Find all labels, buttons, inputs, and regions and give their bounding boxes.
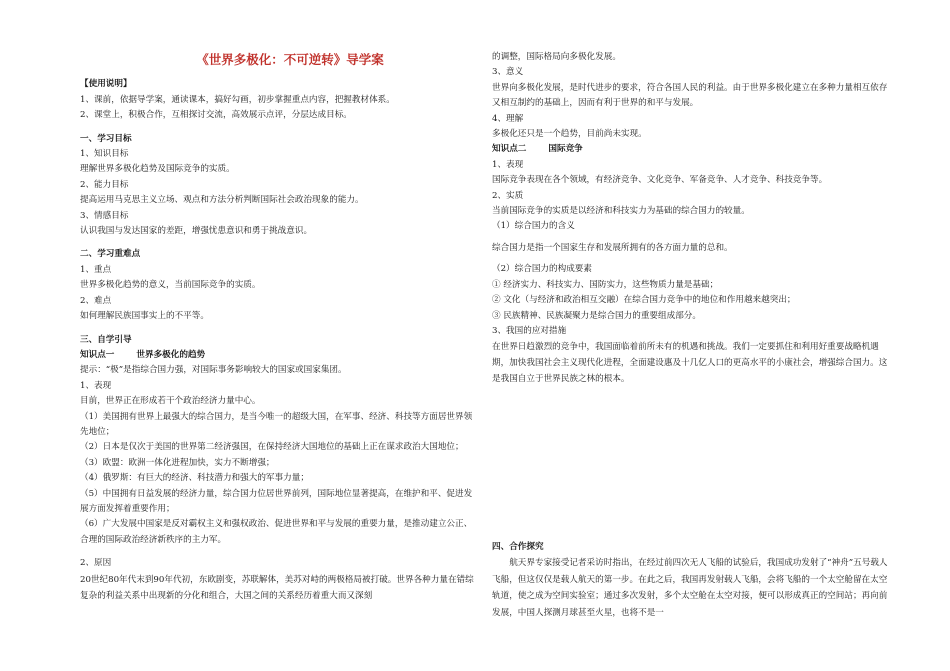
keypoint-line: 2、难点 (80, 295, 112, 306)
kp2-line: 3、我国的应对措施 (492, 325, 567, 336)
keypoint-line: 世界多极化趋势的意义，当前国际竞争的实质。 (80, 280, 261, 291)
keypoint-line: 如何理解民族国事实上的不平等。 (80, 311, 209, 322)
meaning-heading: 3、意义 (492, 67, 524, 78)
kp2-line: 2、实质 (492, 190, 524, 201)
right-column (492, 50, 888, 387)
kp2-line: ① 经济实力、科技实力、国防实力，这些物质力量是基础； (492, 279, 719, 290)
section-heading-goals: 一、学习目标 (80, 133, 132, 144)
kp1-line: （6）广大发展中国家是反对霸权主义和强权政治、促进世界和平与发展的重要力量，是推动建立公正、合理的国际政治经济新秩序的主力军。 (80, 519, 473, 545)
inquiry-text: 航天界专家接受记者采访时指出，在经过前四次无人飞船的试验后，我国成功发射了“神舟”五号载人飞船，但这仅仅是载人航天的第一步。在此之后，我国再发射载人飞船，会将飞船的一个太空舱留在太空轨道，使之成为空间实验室；通过多次发射，多个太空舱在太空对接，便可以形成真正的空间站；再向前发展，中国人探测月球甚至火星，也将不是一 (492, 558, 888, 618)
kp2-line: 1、表现 (492, 159, 524, 170)
usage-line: 2、课堂上，积极合作，互相探讨交流，高效展示点评，分层达成目标。 (80, 110, 352, 121)
left-column (80, 0, 478, 604)
kp2-line: ③ 民族精神、民族凝聚力是综合国力的重要组成部分。 (492, 310, 701, 321)
section-heading-inquiry: 四、合作探究 (492, 542, 544, 552)
understand-heading: 4、理解 (492, 113, 524, 124)
kp1-line: 目前，世界正在形成若干个政治经济力量中心。 (80, 396, 261, 407)
section-heading-selfstudy: 三、自学引导 (80, 334, 132, 345)
knowledge-point-label: 知识点一 (80, 349, 115, 360)
goal-line: 1、知识目标 (80, 149, 129, 160)
goal-line: 提高运用马克思主义立场、观点和方法分析判断国际社会政治现象的能力。 (80, 195, 364, 206)
section-heading-keypoints: 二、学习重难点 (80, 249, 141, 260)
knowledge-point-title: 世界多极化的趋势 (136, 349, 206, 360)
kp1-line: （5）中国拥有日益发展的经济力量，综合国力位居世界前列，国际地位显著提高，在维护和平、促进发展方面发挥着重要作用； (80, 488, 473, 514)
cooperative-inquiry-block (492, 540, 888, 621)
keypoint-line: 1、重点 (80, 264, 112, 275)
goal-line: 3、情感目标 (80, 210, 129, 221)
knowledge-point-label: 知识点二 (492, 144, 527, 155)
continued-text: 的调整，国际格局向多极化发展。 (492, 52, 621, 62)
kp2-line: ② 文化（与经济和政治相互交融）在综合国力竞争中的地位和作用越来越突出； (492, 295, 796, 306)
kp1-line: （2）日本是仅次于美国的世界第二经济强国，在保持经济大国地位的基础上正在谋求政治大国地位； (80, 442, 464, 453)
goal-line: 认识我国与发达国家的差距，增强忧患意识和勇于挑战意识。 (80, 226, 313, 237)
understand-text: 多极化还只是一个趋势，目前尚未实现。 (492, 129, 647, 140)
cause-heading: 2、原因 (80, 558, 112, 569)
kp1-line: 1、表现 (80, 380, 112, 391)
knowledge-point-1-heading (80, 348, 478, 363)
knowledge-point-2-heading (492, 142, 888, 157)
knowledge-point-title: 国际竞争 (548, 144, 583, 155)
kp1-line: 提示：“极”是指综合国力强，对国际事务影响较大的国家或国家集团。 (80, 365, 347, 376)
kp2-line: （1）综合国力的含义 (492, 221, 575, 232)
usage-heading: 【使用说明】 (80, 79, 132, 90)
goal-line: 2、能力目标 (80, 179, 129, 190)
kp2-line: 当前国际竞争的实质是以经济和科技实力为基础的综合国力的较量。 (492, 206, 750, 217)
power-meaning: 综合国力是指一个国家生存和发展所拥有的各方面力量的总和。 (492, 242, 733, 253)
page-title: 《世界多极化：不可逆转》导学案 (196, 52, 384, 67)
response-text: 在世界日趋激烈的竞争中，我国面临着前所未有的机遇和挑战。我们一定要抓住和利用好重要战略机遇期，加快我国社会主义现代化进程，全面建设惠及十几亿人口的更高水平的小康社会，增强综合国力。这是我国自立于世界民族之林的根本。 (492, 342, 888, 385)
kp2-line: 国际竞争表现在各个领域，有经济竞争、文化竞争、军备竞争、人才竞争、科技竞争等。 (492, 175, 828, 186)
kp1-line: （1）美国拥有世界上最强大的综合国力，是当今唯一的超级大国，在军事、经济、科技等方面居世界领先地位； (80, 411, 473, 437)
usage-line: 1、课前，依据导学案，通读课本，搞好勾画，初步掌握重点内容，把握教材体系。 (80, 94, 395, 105)
kp1-line: （3）欧盟：欧洲一体化进程加快，实力不断增强； (80, 457, 275, 468)
cause-text: 20世纪80年代末到90年代初，东欧剧变，苏联解体，美苏对峙的两极格局被打破。世界各种力量在错综复杂的利益关系中出现新的分化和组合，大国之间的关系经历着重大而又深刻 (80, 574, 474, 601)
kp1-line: （4）俄罗斯：有巨大的经济、科技潜力和强大的军事力量； (80, 473, 309, 484)
kp2-line: （2）综合国力的构成要素 (492, 264, 592, 275)
goal-line: 理解世界多极化趋势及国际竞争的实质。 (80, 164, 235, 175)
meaning-text: 世界向多极化发展，是时代进步的要求，符合各国人民的利益。由于世界多极化建立在多种力量相互依存又相互制约的基础上，因而有利于世界的和平与发展。 (492, 82, 888, 109)
